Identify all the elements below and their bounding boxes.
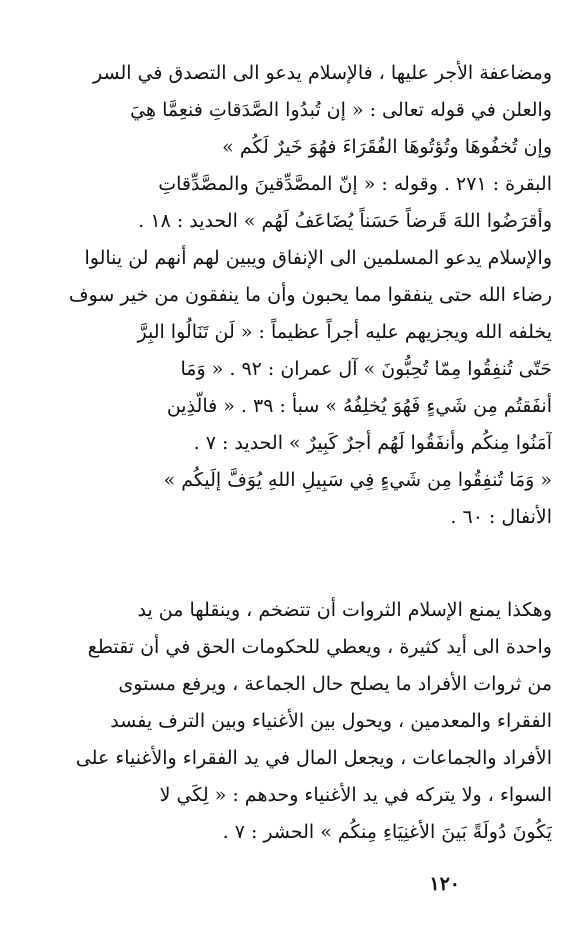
text-line: يخلفه الله ويجزيهم عليه أجراً عظيماً : « لَن تَنَالُوا البِرَّ [137, 321, 552, 343]
text-line: وأقرَضُوا اللهَ قَرضاً حَسَناً يُضَاعَفُ لَهُم » الحديد : ١٨ . [138, 210, 552, 232]
page-number: ١٢٠ [429, 873, 460, 895]
paragraph-1 [22, 55, 552, 536]
text-line: ومضاعفة الأجر عليها ، فالإسلام يدعو الى التصدق في السر [93, 62, 552, 84]
text-line: آمَنُوا مِنكُم وأنفَقُوا لَهُم أجرٌ كَبِيرٌ » الحديد : ٧ . [193, 432, 552, 454]
text-line: والعلن في قوله تعالى : « إن تُبدُوا الصَّدَقاتِ فنعِمَّا هِيَ [130, 99, 552, 121]
text-line: رضاء الله حتى ينفقوا مما يحبون وأن ما ينفقون من خير سوف [68, 284, 552, 306]
paragraph-2 [22, 592, 552, 851]
text-line: واحدة الى أيد كثيرة ، ويعطي للحكومات الحق في أن تقتطع [87, 636, 552, 658]
text-line: الأفراد والجماعات ، ويجعل المال في يد الفقراء والأغنياء على [75, 747, 552, 769]
text-line: الفقراء والمعدمين ، ويحول بين الأغنياء وبين الترف يفسد [110, 710, 552, 732]
text-line: أنفَقتُم مِن شَيءٍ فَهُوَ يُخلِفُهُ » سبأ : ٣٩ . « فالّذِين [166, 395, 552, 417]
text-line: البقرة : ٢٧١ . وقوله : « إنّ المصَّدِّقينَ والمصَّدِّقاتِ [158, 173, 552, 195]
text-line: وهكذا يمنع الإسلام الثروات أن تتضخم ، وينقلها من يد [137, 599, 552, 621]
text-line: وإن تُخفُوهَا وتُؤتُوهَا الفُقَرَاءَ فهُوَ خَيرٌ لَكُم » [222, 136, 552, 158]
text-line: والإسلام يدعو المسلمين الى الإنفاق ويبين لهم أنهم لن ينالوا [84, 247, 552, 269]
text-line: السواء ، ولا يتركه في يد الأغنياء وحدهم : « لِكَي لا [159, 784, 552, 806]
text-line: « وَمَا تُنفِقُوا مِن شَيءٍ فِي سَبِيلِ اللهِ يُوَفَّ إلَيكُم » [163, 469, 552, 491]
text-line: حَتّى تُنفِقُوا مِمّا تُحِبُّونَ » آل عمران : ٩٢ . « وَمَا [180, 358, 552, 380]
text-line: يَكُونَ دُولَةً بَينَ الأغنِيَاءِ مِنكُم » الحشر : ٧ . [222, 821, 552, 843]
text-line: من ثروات الأفراد ما يصلح حال الجماعة ، ويرفع مستوى [118, 673, 552, 695]
text-line: الأنفال : ٦٠ . [450, 506, 552, 528]
